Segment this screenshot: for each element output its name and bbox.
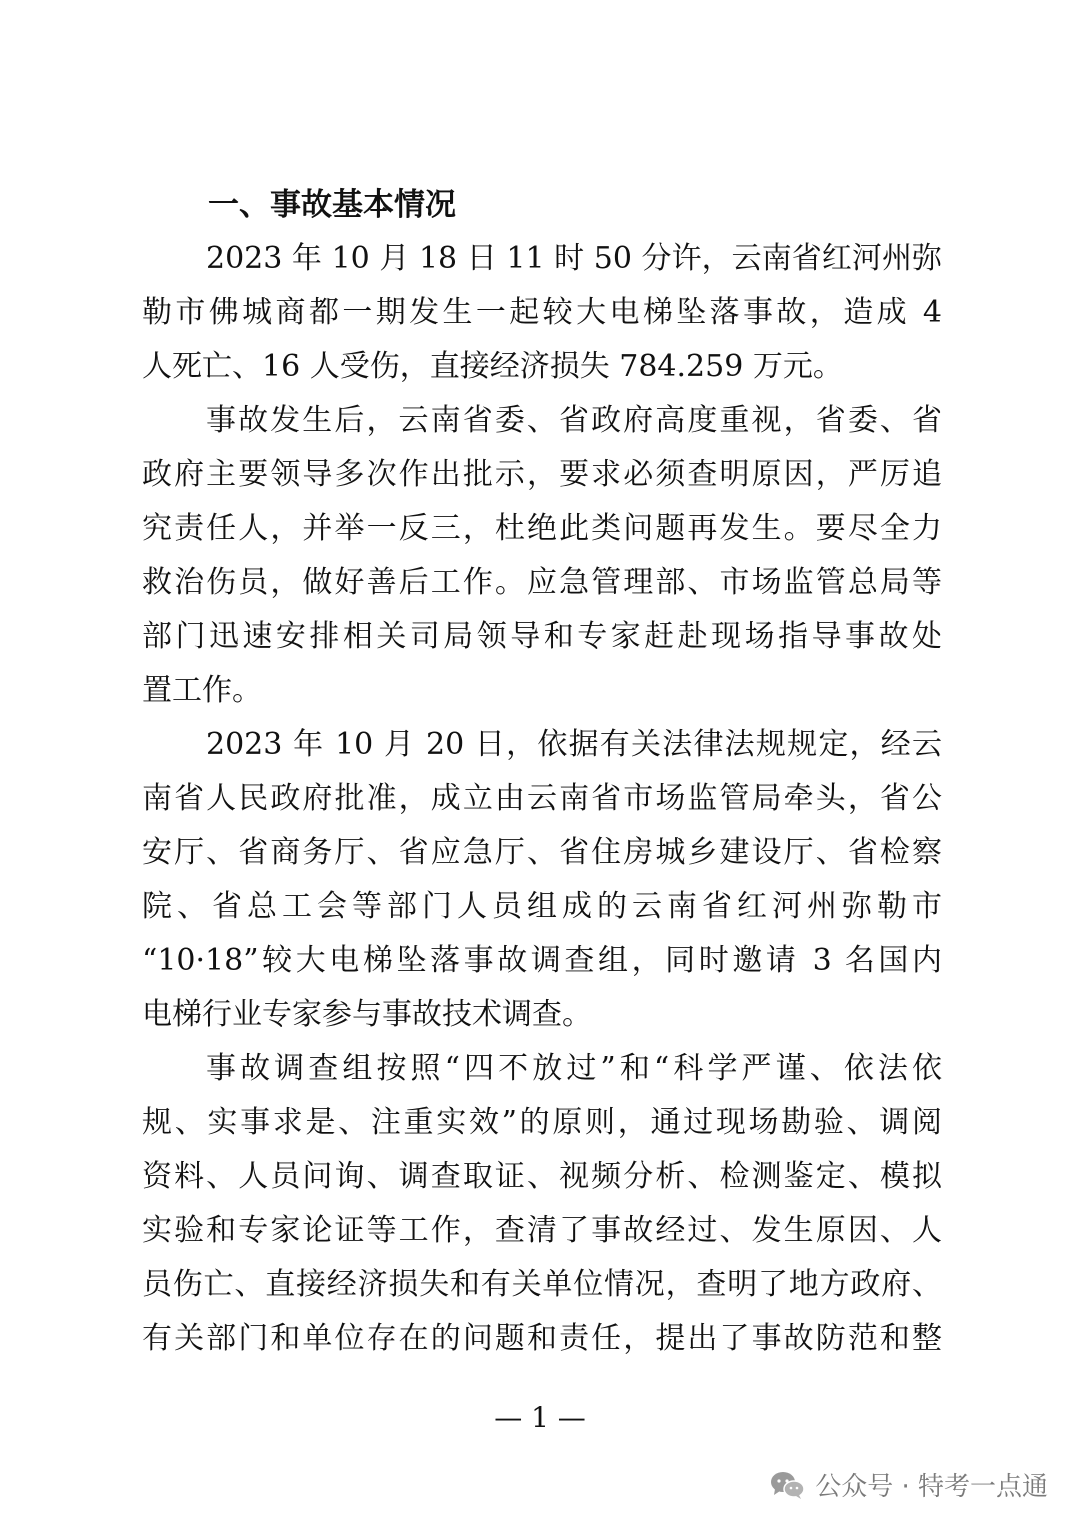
text-line: 政府主要领导多次作出批示，要求必须查明原因，严厉追: [142, 457, 942, 492]
text-line: 勒市佛城商都一期发生一起较大电梯坠落事故，造成 4: [142, 295, 942, 330]
text-line: 规、实事求是、注重实效”的原则，通过现场勘验、调阅: [142, 1105, 942, 1140]
text-line: “10·18”较大电梯坠落事故调查组，同时邀请 3 名国内: [142, 943, 942, 978]
text-line: 事故发生后，云南省委、省政府高度重视，省委、省: [206, 403, 942, 438]
page-number: — 1 —: [494, 1401, 586, 1434]
text-line: 安厅、省商务厅、省应急厅、省住房城乡建设厅、省检察: [142, 835, 942, 870]
text-line: 员伤亡、直接经济损失和有关单位情况，查明了地方政府、: [142, 1267, 942, 1302]
text-line: 有关部门和单位存在的问题和责任，提出了事故防范和整: [142, 1321, 942, 1356]
text-line: 事故调查组按照“四不放过”和“科学严谨、依法依: [206, 1051, 942, 1086]
text-line: 院、省总工会等部门人员组成的云南省红河州弥勒市: [142, 889, 942, 924]
text-line: 南省人民政府批准，成立由云南省市场监管局牵头，省公: [142, 781, 942, 816]
wechat-icon: [769, 1470, 805, 1500]
text-line: 置工作。: [142, 673, 262, 708]
section-heading: 一、事故基本情况: [208, 187, 456, 223]
text-line: 2023 年 10 月 20 日，依据有关法律法规规定，经云: [206, 727, 942, 762]
text-line: 人死亡、16 人受伤，直接经济损失 784.259 万元。: [142, 349, 843, 384]
text-line: 实验和专家论证等工作，查清了事故经过、发生原因、人: [142, 1213, 942, 1248]
text-line: 资料、人员问询、调查取证、视频分析、检测鉴定、模拟: [142, 1159, 942, 1194]
body-text: [142, 232, 942, 1366]
paragraph-1: [142, 232, 942, 394]
watermark-text: 公众号 · 特考一点通: [815, 1472, 1048, 1502]
paragraph-4: [142, 1042, 942, 1366]
text-line: 救治伤员，做好善后工作。应急管理部、市场监管总局等: [142, 565, 942, 600]
text-line: 究责任人，并举一反三，杜绝此类问题再发生。要尽全力: [142, 511, 942, 546]
text-line: 2023 年 10 月 18 日 11 时 50 分许，云南省红河州弥: [206, 241, 942, 276]
paragraph-3: [142, 718, 942, 1042]
paragraph-2: [142, 394, 942, 718]
text-line: 电梯行业专家参与事故技术调查。: [142, 997, 592, 1032]
watermark: [769, 1466, 1048, 1503]
text-line: 部门迅速安排相关司局领导和专家赶赴现场指导事故处: [142, 619, 942, 654]
